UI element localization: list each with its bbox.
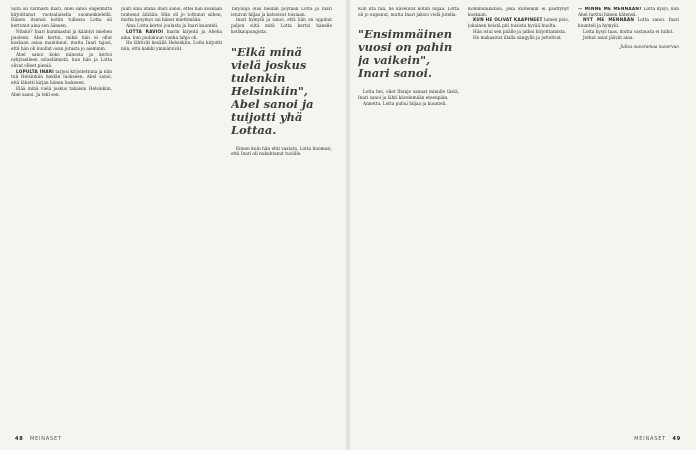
right-column-3 xyxy=(578,7,679,419)
page-number: 48 xyxy=(15,436,24,442)
paragraph: Siitä oli varmasti Inari, Abel sanoi ongelmitta kirjoittanut ruotsalaisella suomenkielellä. Hänen itsensä kotiin tullessa Lotta oli kertonut aina sen ääneen. xyxy=(11,7,112,30)
paragraph-text: lumen pois, jokainen heistä piti toisista hyvää huolta. xyxy=(468,18,569,30)
subhead: LOTTA RAVIOI xyxy=(126,29,164,35)
paragraph: Ennen kuin hän ehti vastata, Lotta huomasi, että Inari oli nukahtanut tuolille. xyxy=(231,146,332,158)
page-number: 49 xyxy=(672,436,681,442)
paragraph: Niinkö? Inari kummastui ja kääntyi miehen puoleen. Abel kertoi, miksi hän ei ollut koskaan asiaa maininnut, mutta Inari tajusi, että hän oli kuullut osan jutusta jo aiemmin. xyxy=(11,29,112,52)
paragraph: Jotkut asiat jäävät aina. xyxy=(583,35,634,41)
paragraph: Lotta hei, oliet Iltanjo sanaat minulle tästä, Inari sanoi ja lähti kävelemään eteenpäin. xyxy=(358,90,459,102)
left-column-1 xyxy=(11,7,112,419)
paragraph-text: Inarin kirjeitä ja Abelia aina, kun joulukuun vanha lahja oli. xyxy=(121,29,222,41)
right-column-2 xyxy=(468,7,569,419)
paragraph xyxy=(468,18,569,29)
paragraph: Hän istui sen päälle ja jatkoi kirjoittamista. xyxy=(473,29,567,35)
right-column-1 xyxy=(358,7,459,419)
paragraph: Annettu, Lotta puhui hiljaa ja kuunteli. xyxy=(363,101,447,107)
paragraph: Abel sanoi koko niinesta ja kertoi nykyiselleen sotaelämistä, kun hän ja Lotta olivat olleet pieniä. xyxy=(11,52,112,70)
magazine-name: MEINASET xyxy=(29,436,62,442)
left-column-3 xyxy=(231,7,332,419)
left-column-2 xyxy=(121,7,222,419)
subhead: — MINNE ME MENNÄÄN? xyxy=(578,7,642,12)
paragraph: Juuri sinä iltana Inari sanoi, ettei hän koskaan tuntenut äitiään. Hän oli jo tottunut siihen, mutta kysymys sai hänet miettimään. xyxy=(121,7,222,24)
paragraph-text: Lotta sanoi. Inari kuunteli ja hymyili. xyxy=(578,18,679,30)
pull-quote: "Elkä minä vielä joskus tulenkin Helsinkiin", Abel sanoi ja tuijotti yhä Lottaa. xyxy=(231,44,314,137)
left-footer xyxy=(11,436,62,442)
paragraph-text: tarjosi kirjoitettuna ja niin tuli Helsinkiin heidän luokseen. Abel sanoi, että lähetti kirjan hänen luokseen. xyxy=(11,69,112,87)
paragraph: Elää minä vielä joskus takaisin Helsinkiin, Abel sanoi. Ja teki sen. xyxy=(11,86,112,98)
right-page xyxy=(348,0,696,450)
right-footer xyxy=(634,436,685,442)
subhead: LOPULTA INARI xyxy=(16,69,54,75)
subhead: KUN HE OLIVAT KAAPINEET xyxy=(473,18,543,24)
pull-quote: "Ensimmäinen vuosi on pahin ja vaikein", Inari sanoi. xyxy=(358,27,453,81)
paragraph xyxy=(578,18,679,29)
paragraph-text: Lotta kysyi, kun Abel tarttui hänen kätensä. xyxy=(578,7,679,18)
paragraph: He lähtivät kesällä Helsinkiin. Lotta kirjoitti niin, että kaikki ymmärsivät. xyxy=(121,41,222,52)
paragraph: Inari hymyili ja sanoi, että hän on oppinut paljon siitä mitä Lotta kertoi hänelle kotikaupungista. xyxy=(231,18,332,35)
paragraph xyxy=(121,30,222,41)
paragraph xyxy=(578,7,679,18)
paragraph: Kommunikatioa, joka kuitenkin ei päättynyt koskaan. xyxy=(468,7,569,18)
paragraph: Kun ilta tuli, he kävelivät kotiin hiljaa. Lotta oli jo uupunut, mutta Inari jaksoi vielä jutella. xyxy=(358,7,459,18)
author-signature: Julisa ouvaramaa nanervuo xyxy=(620,45,679,51)
paragraph: Lotta kysyi taas, mutta vastausta ei tullut. xyxy=(583,29,674,35)
paragraph: Tarjoilija olisi heidän pöytään Lotta ja Inari istuivat hiljaa ja katsoivat toisiaan. xyxy=(231,7,332,18)
paragraph: Aina Lotta kertoi joulusta ja Inari kuunteli. xyxy=(126,24,219,30)
paragraph xyxy=(11,70,112,87)
magazine-name: MEINASET xyxy=(634,436,667,442)
subhead: NYT ME MENNÄÄN xyxy=(583,18,635,24)
paragraph: He makasivat illalla sängyllä ja juttelivat. xyxy=(473,35,563,41)
